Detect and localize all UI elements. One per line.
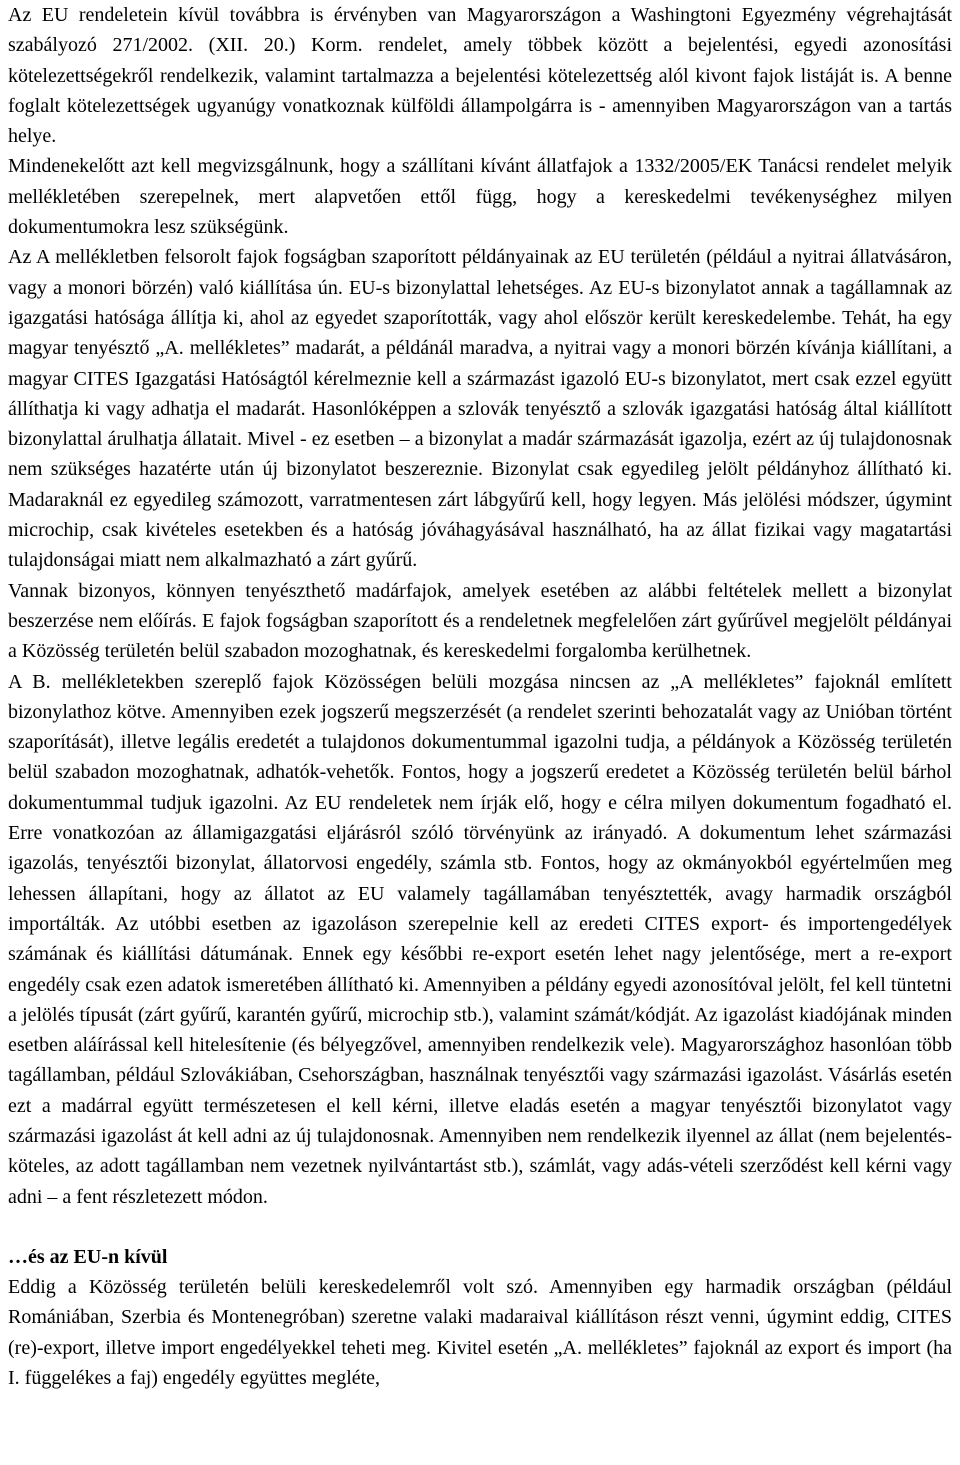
paragraph-annex-b: A B. mellékletekben szereplő fajok Közösségen belüli mozgása nincsen az „A mellékletes” fajoknál említett bizonylathoz kötve. Amennyiben ezek jogszerű megszerzését (a rendelet szerinti behozatalát vagy az Unióban történt szaporítását), illetve legális eredetét a tulajdonos dokumentummal igazolni tudja, a példányok a Közösség területén belül szabadon mozoghatnak, adhatók-vehetők. Fontos, hogy a jogszerű eredetet a Közösség területén belül bárhol dokumentummal tudjuk igazolni. Az EU rendeletek nem írják elő, hogy e célra milyen dokumentum fogadható el. Erre vonatkozóan az államigazgatási eljárásról szóló törvényünk az irányadó. A dokumentum lehet származási igazolás, tenyésztői bizonylat, állatorvosi engedély, számla stb. Fontos, hogy az okmányokból egyértelműen meg lehessen állapítani, hogy az állatot az EU valamely tagállamában tenyésztették, avagy harmadik országból importálták. Az utóbbi esetben az igazoláson szerepelnie kell az eredeti CITES export- és importengedélyek számának és kiállítási dátumának. Ennek egy későbbi re-export esetén lehet nagy jelentősége, mert a re-export engedély csak ezen adatok ismeretében állítható ki. Amennyiben a példány egyedi azonosítóval jelölt, fel kell tüntetni a jelölés típusát (zárt gyűrű, karantén gyűrű, microchip stb.), valamint számát/kódját. Az igazolást kiadójának minden esetben aláírással kell hitelesítenie (és bélyegzővel, amennyiben rendelkezik vele). Magyarországhoz hasonlóan több tagállamban, például Szlovákiában, Csehországban, használnak tenyésztői vagy származási igazolást. Vásárlás esetén ezt a madárral együtt természetesen el kell kérni, illetve eladás esetén a magyar tenyésztői bizonylatot vagy származási igazolást át kell adni az új tulajdonosnak. Amennyiben nem rendelkezik ilyennel az állat (nem bejelentés-köteles, az adott tagállamban nem vezetnek nyilvántartást stb.), számlát, vagy adás-vételi szerződést kell kérni vagy adni – a fent részletezett módon. xyxy=(8,670,952,1208)
section-gap xyxy=(8,1212,952,1242)
section-heading: …és az EU-n kívül xyxy=(8,1245,168,1268)
paragraph-outside-eu: Eddig a Közösség területén belüli kereskedelemről volt szó. Amennyiben egy harmadik országban (például Romániában, Szerbia és Montenegróban) szeretne valaki madaraival kiállításon részt venni, úgymint eddig, CITES (re)-export, illetve import engedélyekkel teheti meg. Kivitel esetén „A. mellékletes” fajoknál az export és import (ha I. függelékes a faj) engedély együttes megléte, xyxy=(8,1276,952,1390)
paragraph-intro: Az EU rendeletein kívül továbbra is érvényben van Magyarországon a Washingtoni Egyezmény végrehajtását szabályozó 271/2002. (XII. 20.) Korm. rendelet, amely többek között a bejelentési, egyedi azonosítási kötelezettségekről rendelkezik, valamint tartalmazza a bejelentési kötelezettség alól kivont fajok listáját is. A benne foglalt kötelezettségek ugyanúgy vonatkoznak külföldi állampolgárra is - amennyiben Magyarországon van a tartás helye. xyxy=(8,4,952,148)
paragraph-exempt-species: Vannak bizonyos, könnyen tenyészthető madárfajok, amelyek esetében az alábbi feltételek mellett a bizonylat beszerzése nem előírás. E fajok fogságban szaporított és a rendeletnek megfelelően zárt gyűrűvel megjelölt példányai a Közösség területén belül szabadon mozoghatnak, és kereskedelmi forgalomba kerülhetnek. xyxy=(8,579,952,663)
paragraph-annex-check: Mindenekelőtt azt kell megvizsgálnunk, hogy a szállítani kívánt állatfajok a 1332/2005/EK Tanácsi rendelet melyik mellékletében szerepelnek, mert alapvetően ettől függ, hogy a kereskedelmi tevékenységhez milyen dokumentumokra lesz szükségünk. xyxy=(8,155,952,239)
paragraph-annex-a: Az A mellékletben felsorolt fajok fogságban szaporított példányainak az EU területén (például a nyitrai állatvásáron, vagy a monori börzén) való kiállítása ún. EU-s bizonylattal lehetséges. Az EU-s bizonylatot annak a tagállamnak az igazgatási hatósága állítja ki, ahol az egyedet szaporították, vagy ahol először került kereskedelembe. Tehát, ha egy magyar tenyésztő „A. mellékletes” madarát, a példánál maradva, a nyitrai vagy a monori börzén kívánja kiállítani, a magyar CITES Igazgatási Hatóságtól kérelmeznie kell a származást igazoló EU-s bizonylatot, mert csak ezzel együtt állíthatja ki vagy adhatja el madarát. Hasonlóképpen a szlovák tenyésztő a szlovák igazgatási hatóság által kiállított bizonylattal árulhatja állatait. Mivel - ez esetben – a bizonylat a madár származását igazolja, ezért az új tulajdonosnak nem szükséges hazatérte után új bizonylatot beszereznie. Bizonylat csak egyedileg jelölt példányhoz állítható ki. Madaraknál ez egyedileg számozott, varratmentesen zárt lábgyűrű kell, hogy legyen. Más jelölési módszer, úgymint microchip, csak kivételes esetekben és a hatóság jóváhagyásával használható, ha az állat fizikai vagy magatartási tulajdonságai miatt nem alkalmazható a zárt gyűrű. xyxy=(8,246,952,572)
